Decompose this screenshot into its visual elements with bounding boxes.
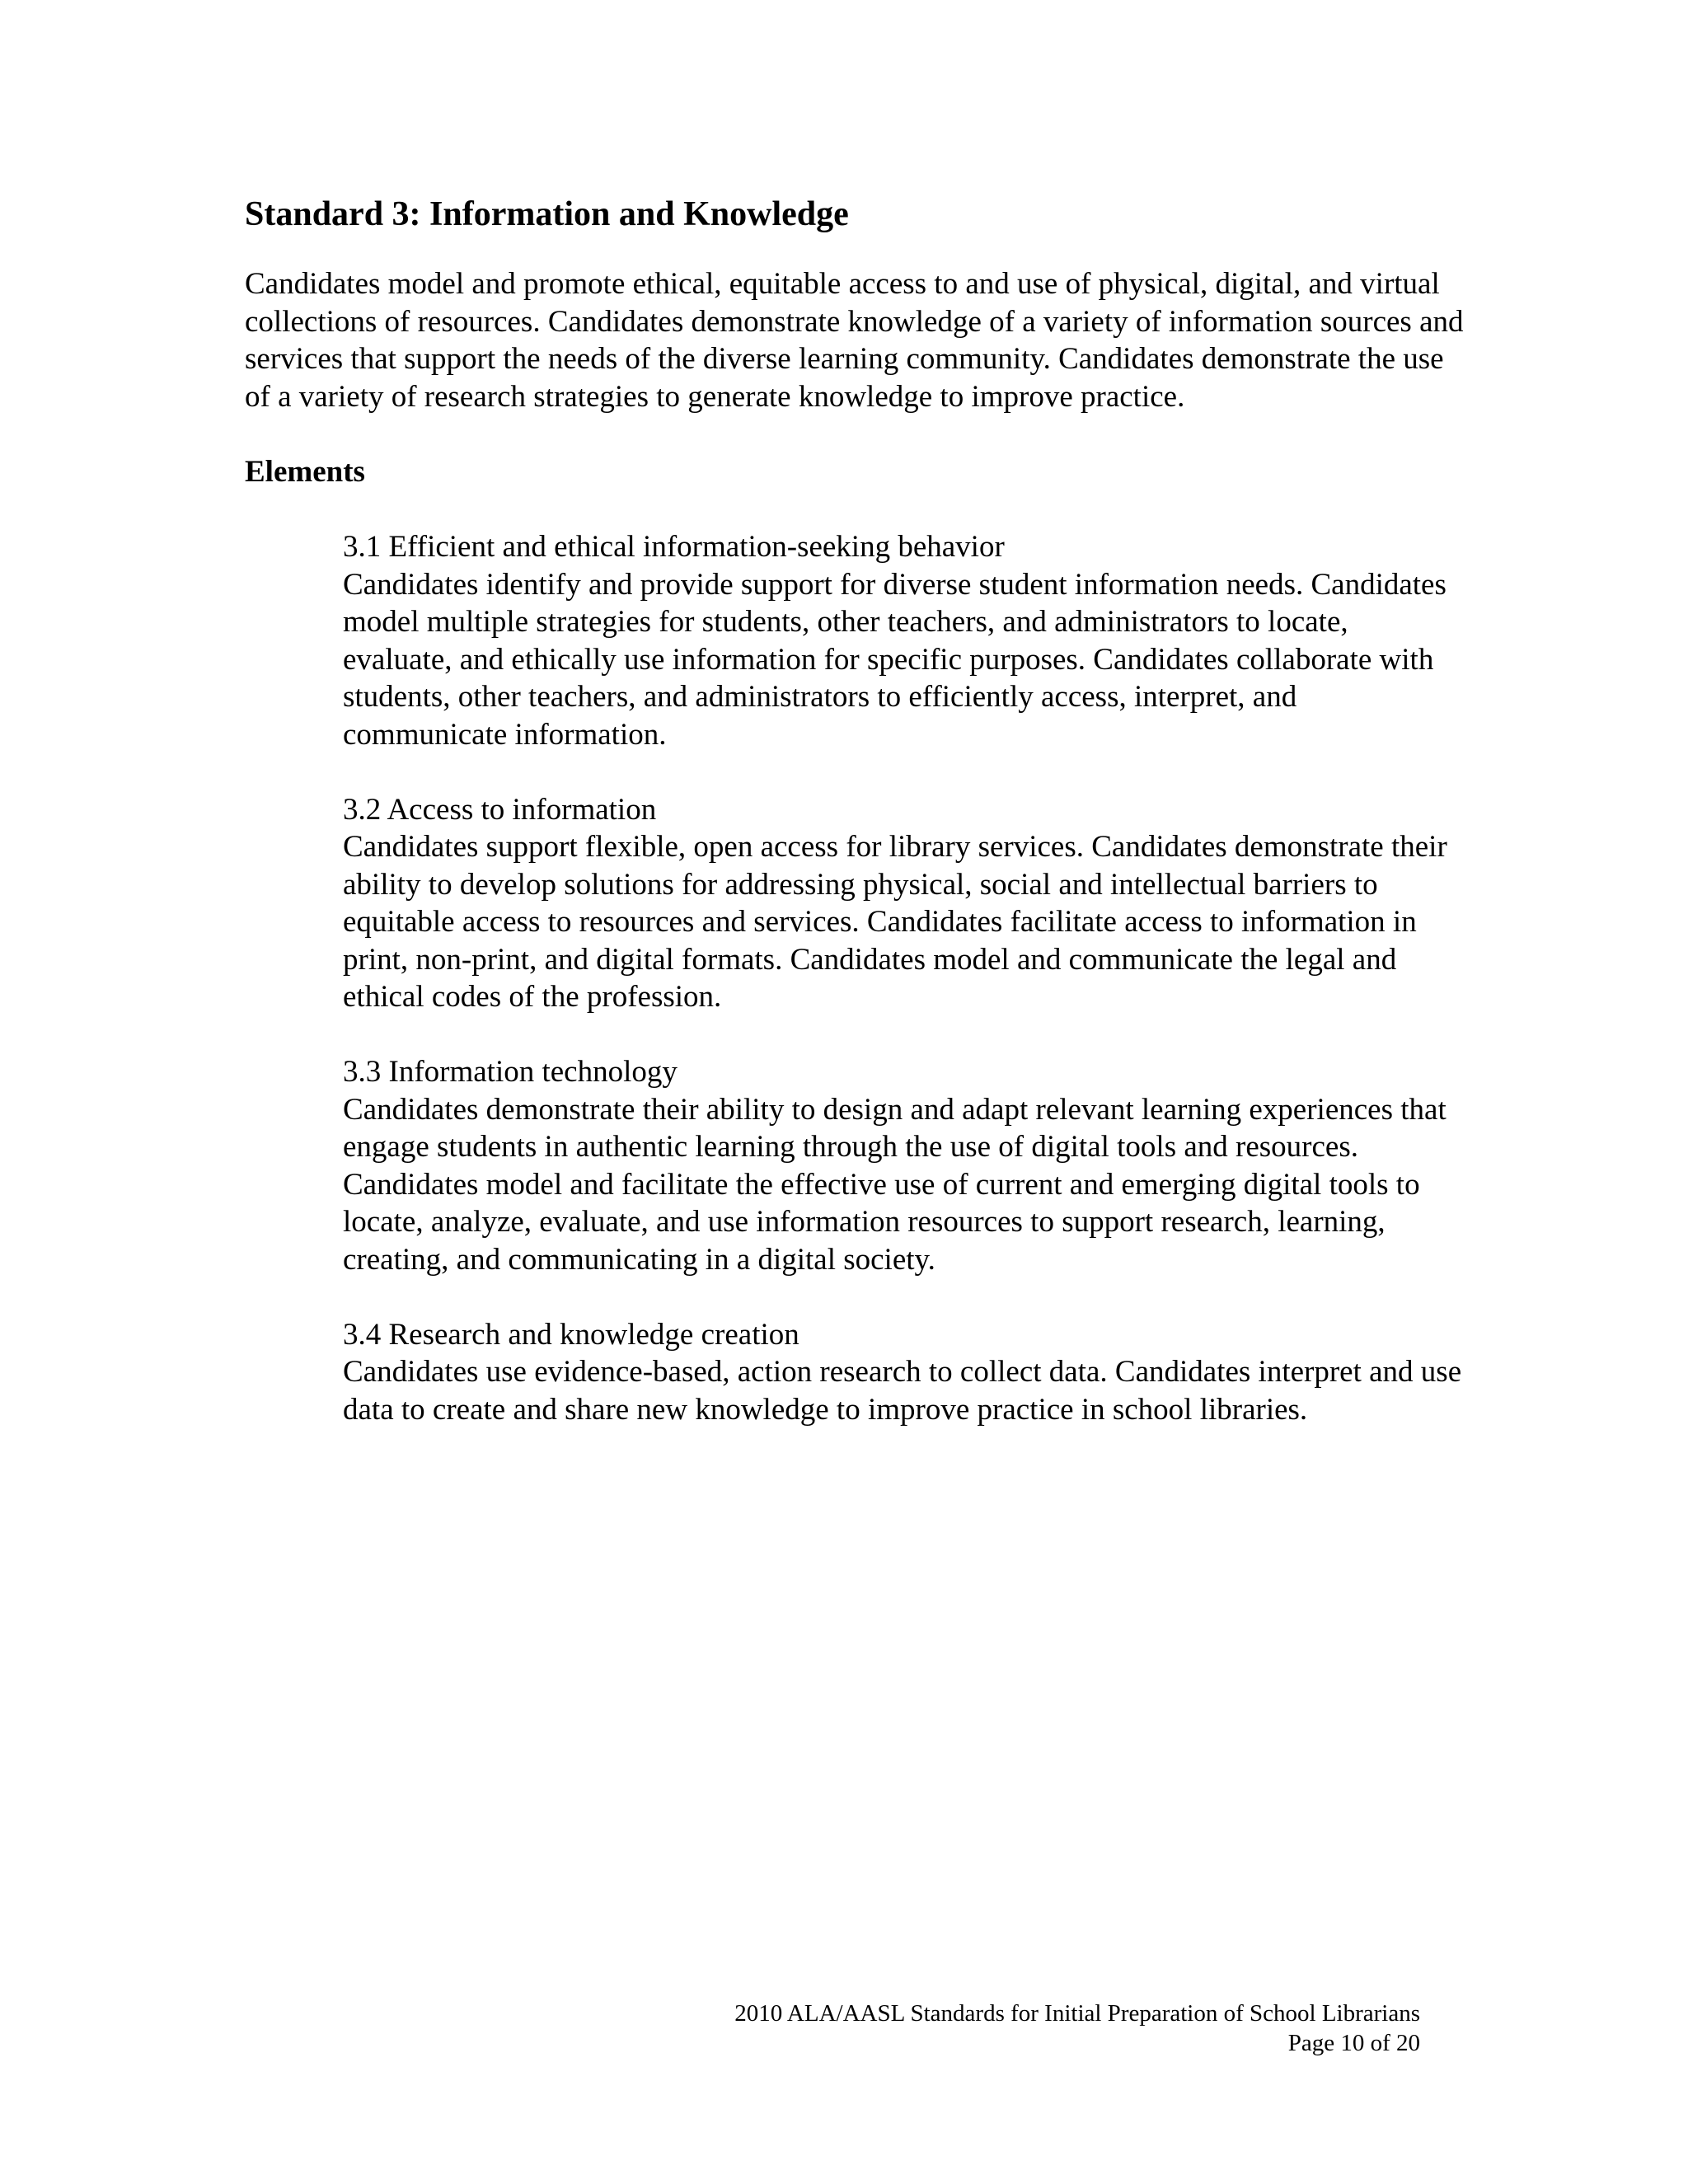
element-heading: 3.3 Information technology (343, 1055, 678, 1089)
standard-description: Candidates model and promote ethical, equitable access to and use of physical, digital, and virtual collections of resources. Candidates demonstrate knowledge of a variety of information sources and services that support the needs of the diverse learning community. Candidates demonstrate the use of a variety of research strategies to generate knowledge to improve practice. (245, 267, 1464, 414)
element-description: Candidates identify and provide support for diverse student information needs. Candidates model multiple strategies for students, other teachers, and administrators to locate, evaluate, and ethically use information for specific purposes. Candidates collaborate with students, other teachers, and administrators to efficiently access, interpret, and communicate information. (343, 567, 1447, 752)
footer-source: 2010 ALA/AASL Standards for Initial Preparation of School Librarians (734, 2000, 1420, 2027)
element-heading: 3.2 Access to information (343, 792, 657, 827)
element-heading: 3.1 Efficient and ethical information-seeking behavior (343, 530, 1005, 564)
document-content (245, 191, 1465, 1466)
element-heading: 3.4 Research and knowledge creation (343, 1317, 799, 1352)
page-title: Standard 3: Information and Knowledge (245, 195, 849, 233)
element-description: Candidates demonstrate their ability to design and adapt relevant learning experiences that engage students in authentic learning through the use of digital tools and resources. Candidates model and facilitate the effective use of current and emerging digital tools to locate, analyze, evaluate, and use information resources to support research, learning, creating, and communicating in a digital society. (343, 1092, 1447, 1277)
page-number: Page 10 of 20 (1287, 2030, 1420, 2056)
element-3-1 (343, 528, 1465, 753)
element-3-3 (343, 1053, 1465, 1278)
element-description: Candidates support flexible, open access for library services. Candidates demonstrate their ability to develop solutions for addressing physical, social and intellectual barriers to equitable access to resources and services. Candidates facilitate access to information in print, non-print, and digital formats. Candidates model and communicate the legal and ethical codes of the profession. (343, 830, 1447, 1014)
element-description: Candidates use evidence-based, action research to collect data. Candidates interpret and use data to create and share new knowledge to improve practice in school libraries. (343, 1355, 1462, 1427)
page-footer (734, 1999, 1420, 2058)
element-3-4 (343, 1316, 1465, 1429)
element-3-2 (343, 791, 1465, 1016)
elements-list (245, 528, 1465, 1428)
elements-heading: Elements (245, 455, 365, 489)
